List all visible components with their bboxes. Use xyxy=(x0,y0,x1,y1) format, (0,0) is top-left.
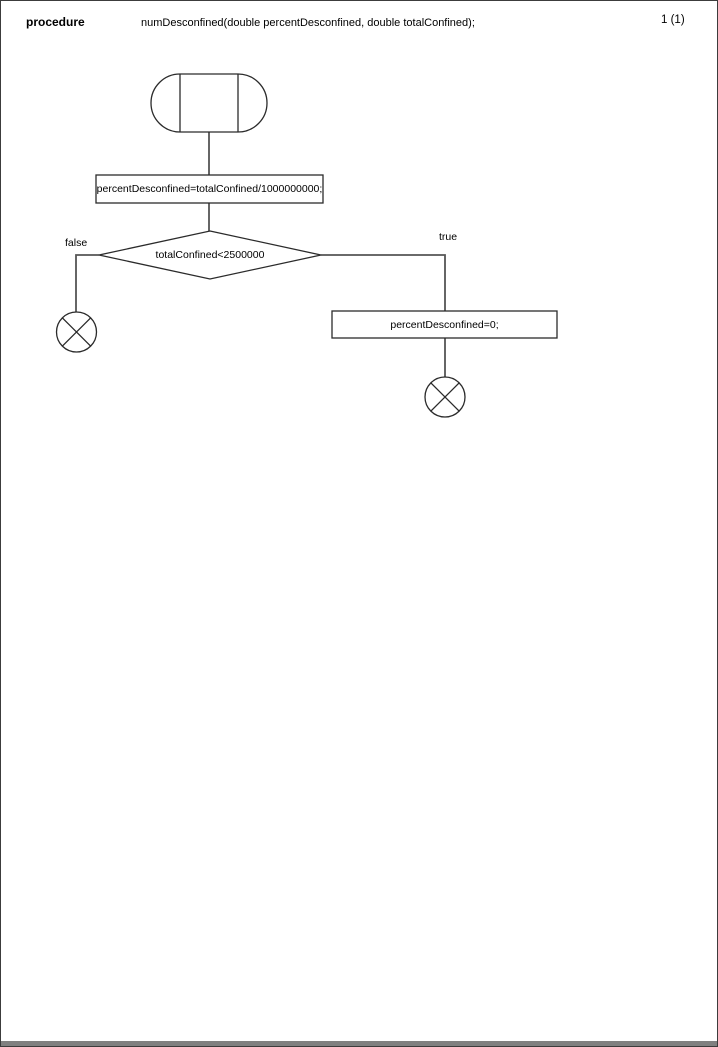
page-bottom-shadow xyxy=(1,1041,717,1046)
connector-true-branch xyxy=(321,255,445,311)
flowchart-canvas xyxy=(1,1,717,1046)
start-symbol xyxy=(151,74,267,132)
decision-text: totalConfined<2500000 xyxy=(155,249,265,261)
process1-text: percentDesconfined=totalConfined/1000000000; xyxy=(96,183,323,195)
end-symbol-false xyxy=(57,312,97,352)
process2-text: percentDesconfined=0; xyxy=(390,318,499,331)
procedure-signature: numDesconfined(double percentDesconfined, double totalConfined); xyxy=(141,17,475,29)
procedure-kind-label: procedure xyxy=(26,15,85,29)
page-number: 1 (1) xyxy=(661,14,685,26)
branch-true-label: true xyxy=(439,231,458,243)
end-symbol-true xyxy=(425,377,465,417)
connector-false-branch xyxy=(76,255,99,312)
flowchart-shapes xyxy=(57,74,558,417)
branch-false-label: false xyxy=(65,237,88,249)
